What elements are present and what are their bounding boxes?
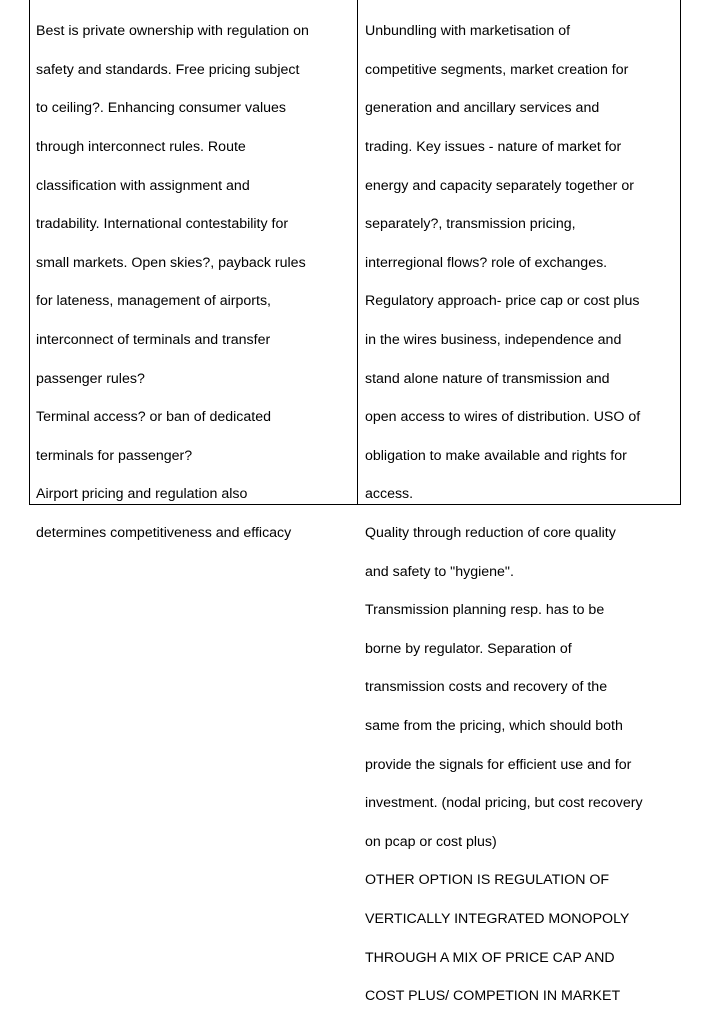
- right-cell-line: stand alone nature of transmission and: [365, 370, 610, 387]
- right-cell-line: borne by regulator. Separation of: [365, 640, 572, 657]
- left-cell-line: small markets. Open skies?, payback rules: [36, 254, 306, 271]
- right-cell-line: COST PLUS/ COMPETION IN MARKET: [365, 988, 621, 1005]
- right-cell-line: investment. (nodal pricing, but cost recovery: [365, 795, 643, 812]
- left-cell-line: Airport pricing and regulation also: [36, 486, 248, 503]
- right-cell-line: in the wires business, independence and: [365, 332, 622, 349]
- right-cell-line: THROUGH A MIX OF PRICE CAP AND: [365, 949, 615, 966]
- right-cell-line: energy and capacity separately together or: [365, 177, 634, 194]
- right-cell-line: VERTICALLY INTEGRATED MONOPOLY: [365, 910, 630, 927]
- right-cell-line: separately?, transmission pricing,: [365, 216, 576, 233]
- left-cell-line: interconnect of terminals and transfer: [36, 332, 271, 349]
- right-cell-line: Unbundling with marketisation of: [365, 23, 571, 40]
- right-cell-line: provide the signals for efficient use and for: [365, 756, 632, 773]
- right-cell-line: OTHER OPTION IS REGULATION OF: [365, 872, 610, 889]
- left-cell-line: safety and standards. Free pricing subject: [36, 61, 300, 78]
- left-cell-line: Best is private ownership with regulation on: [36, 23, 309, 40]
- table-cell-right: [358, 0, 680, 1005]
- left-cell-line: Terminal access? or ban of dedicated: [36, 409, 272, 426]
- right-cell-line: access.: [365, 486, 414, 503]
- right-cell-line: trading. Key issues - nature of market for: [365, 139, 622, 156]
- right-cell-line: and safety to "hygiene".: [365, 563, 514, 580]
- table-cell-left: [30, 0, 358, 542]
- left-cell-line: terminals for passenger?: [36, 447, 193, 464]
- left-cell-line: determines competitiveness and efficacy: [36, 525, 292, 542]
- left-cell-line: for lateness, management of airports,: [36, 293, 272, 310]
- left-cell-line: through interconnect rules. Route: [36, 139, 246, 156]
- right-cell-line: generation and ancillary services and: [365, 100, 600, 117]
- right-cell-line: same from the pricing, which should both: [365, 717, 623, 734]
- right-cell-line: transmission costs and recovery of the: [365, 679, 608, 696]
- left-cell-line: passenger rules?: [36, 370, 145, 387]
- left-cell-line: classification with assignment and: [36, 177, 250, 194]
- right-cell-line: Regulatory approach- price cap or cost plus: [365, 293, 640, 310]
- right-cell-line: obligation to make available and rights for: [365, 447, 627, 464]
- right-cell-line: Transmission planning resp. has to be: [365, 602, 605, 619]
- right-cell-line: open access to wires of distribution. USO of: [365, 409, 641, 426]
- left-cell-line: to ceiling?. Enhancing consumer values: [36, 100, 287, 117]
- right-cell-line: on pcap or cost plus): [365, 833, 497, 850]
- comparison-table: [29, 0, 681, 1005]
- right-cell-line: interregional flows? role of exchanges.: [365, 254, 608, 271]
- right-cell-line: competitive segments, market creation for: [365, 61, 629, 78]
- left-cell-line: tradability. International contestability for: [36, 216, 289, 233]
- right-cell-line: Quality through reduction of core quality: [365, 525, 616, 542]
